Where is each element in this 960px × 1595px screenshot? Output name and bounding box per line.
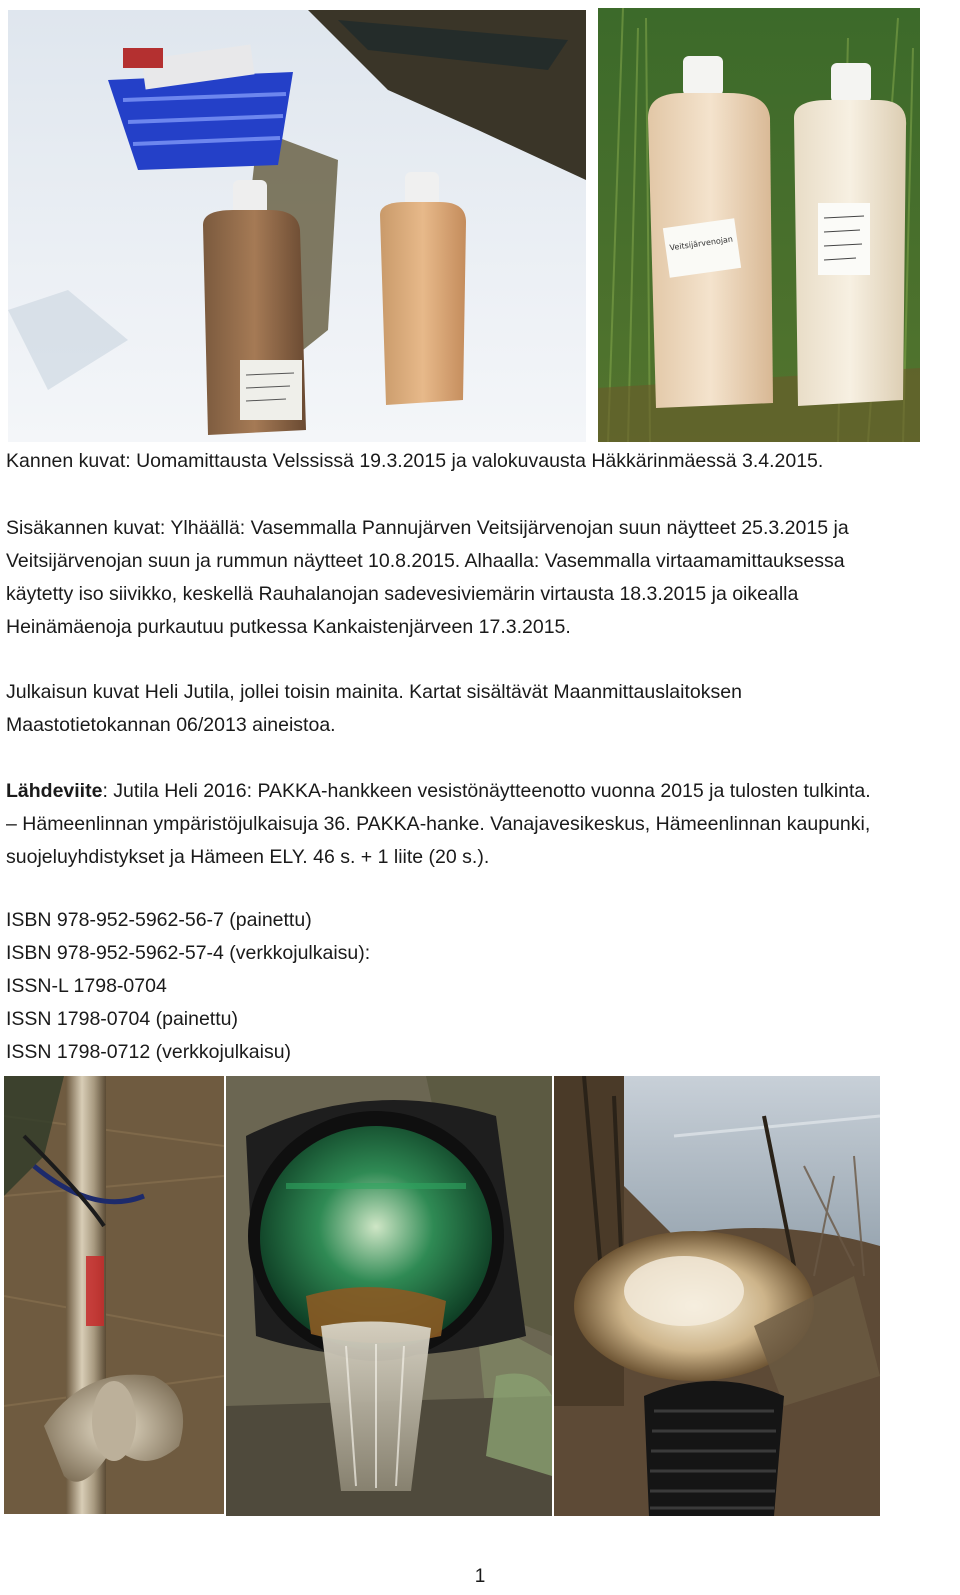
isbn-online: ISBN 978-952-5962-57-4 (verkkojulkaisu): xyxy=(6,942,371,964)
credits-line-2: Maastotietokannan 06/2013 aineistoa. xyxy=(6,714,336,736)
photo-flow-meter-propeller xyxy=(4,1076,224,1514)
citation-reference xyxy=(6,775,956,874)
bottle-label-left-text: Veitsijärvenojan xyxy=(669,234,734,253)
photo-credits xyxy=(6,676,956,742)
credits-line-1: Julkaisun kuvat Heli Jutila, jollei toisin mainita. Kartat sisältävät Maanmittauslaitoksen xyxy=(6,681,742,703)
reference-line-1 xyxy=(6,775,956,808)
reference-line-2: – Hämeenlinnan ympäristöjulkaisuja 36. PAKKA-hanke. Vanajavesikeskus, Hämeenlinnan kaupunki, xyxy=(6,813,871,835)
isbn-printed: ISBN 978-952-5962-56-7 (painettu) xyxy=(6,909,312,931)
inner-cover-photo-caption xyxy=(6,512,956,644)
reference-line-1-text: : Jutila Heli 2016: PAKKA-hankkeen vesistönäytteenotto vuonna 2015 ja tulosten tulkinta. xyxy=(102,780,871,802)
photo-ditch-outflow-lake xyxy=(554,1076,880,1516)
caption-inner-line-3: käytetty iso siivikko, keskellä Rauhalanojan sadevesiviemärin virtausta 18.3.2015 ja oikealla xyxy=(6,583,799,605)
page-number: 1 xyxy=(474,1566,486,1587)
storm-drain-image xyxy=(226,1076,552,1516)
photo-snow-sample-bottles xyxy=(8,10,586,442)
caption-inner-line-4: Heinämäenoja purkautuu putkessa Kankaistenjärveen 17.3.2015. xyxy=(6,616,571,638)
caption-inner-line-2: Veitsijärvenojan suun ja rummun näytteet 10.8.2015. Alhaalla: Vasemmalla virtaamamittauksessa xyxy=(6,550,845,572)
issn-online: ISSN 1798-0712 (verkkojulkaisu) xyxy=(6,1041,292,1063)
issn-printed: ISSN 1798-0704 (painettu) xyxy=(6,1008,238,1030)
photo-storm-drain-outflow xyxy=(226,1076,552,1516)
snow-scene-image xyxy=(8,10,586,442)
reference-line-3: suojeluyhdistykset ja Hämeen ELY. 46 s. + 1 liite (20 s.). xyxy=(6,846,490,868)
isbn-issn-list xyxy=(6,904,956,1069)
issn-l: ISSN-L 1798-0704 xyxy=(6,975,167,997)
cover-photo-caption xyxy=(6,445,956,478)
flow-meter-image xyxy=(4,1076,224,1514)
photo-grass-sample-bottles xyxy=(598,8,920,442)
lake-outflow-image xyxy=(554,1076,880,1516)
reference-label: Lähdeviite xyxy=(6,780,103,802)
caption-inner-line-1: Sisäkannen kuvat: Ylhäällä: Vasemmalla Pannujärven Veitsijärvenojan suun näytteet 25.3.2015 ja xyxy=(6,517,849,539)
grass-scene-image xyxy=(598,8,920,442)
caption-cover-text: Kannen kuvat: Uomamittausta Velssissä 19.3.2015 ja valokuvausta Häkkärinmäessä 3.4.2015. xyxy=(6,450,824,472)
